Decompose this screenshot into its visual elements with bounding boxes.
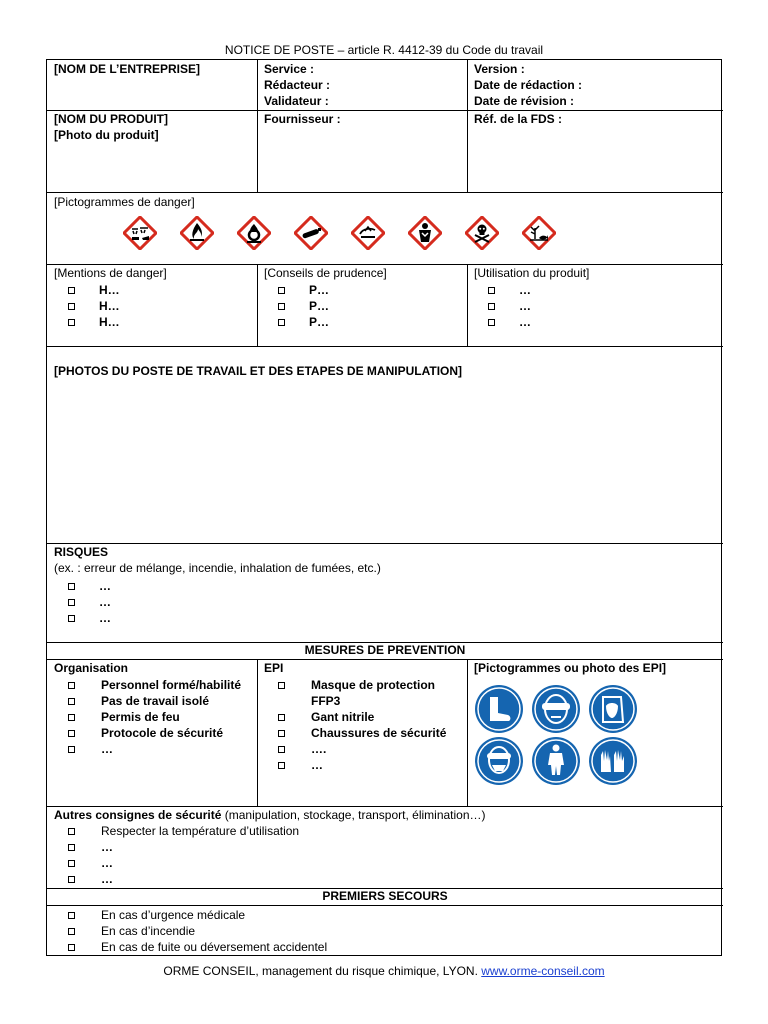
pictograms-label: [Pictogrammes de danger] [54,195,195,209]
fournisseur-label: Fournisseur : [264,112,341,126]
corrosive-icon [123,216,157,250]
footer-link[interactable]: www.orme-conseil.com [481,964,605,978]
autres-label-rest: (manipulation, stockage, transport, élimination…) [221,808,486,822]
conseils-label: [Conseils de prudence] [264,266,387,280]
skull-icon [465,216,499,250]
notice-form: [NOM DE L’ENTREPRISE] Service : Rédacteur : Validateur : Version : Date de rédaction : Date de révision : [NOM DU PRODUIT] [Photo du produit] Fournisseur : Réf. de la FDS : [Pictogrammes de danger] [Mentions de danger] H… H… H… [Conseils de prudence] P… P… P… [Utilisation du produit] … … … [PHOTOS DU POSTE DE TRAVAIL ET DES ETAPES DE MANIPULATION] RISQUES (ex. : erreur de mélange, incendie, inhalation de fumées, etc.) … … … MESURES DE PREVENTION Organisation Personnel formé/habilité Pas de travail isolé Permis de feu Protocole de sécurité … EPI Masque de protection FFP3 Gant nitrile Chaussures de sécurité …. … [Pictogrammes ou photo des EPI] Autres consignes de sécurité (manipulation, stockage, transport, élimination…) Respecter la température d’utilisation … … … PREMIERS SECOURS En cas d’urgence médicale En cas d’incendie En cas de fuite ou déversement accidentel [46,59,722,956]
epi-pictos-label: [Pictogrammes ou photo des EPI] [474,661,667,675]
list-item: …. [311,742,327,756]
list-item: Chaussures de sécurité [311,726,447,740]
face-shield-icon [588,684,638,734]
oxidizing-icon [237,216,271,250]
column-divider [467,659,468,806]
validateur-label: Validateur : [264,94,329,108]
exclamation-icon [351,216,385,250]
product-name: [NOM DU PRODUIT] [54,112,168,126]
footer [0,964,768,978]
safety-boots-icon [474,684,524,734]
utilisation-label: [Utilisation du produit] [474,266,590,280]
footer-text: ORME CONSEIL, management du risque chimique, LYON. [163,964,482,978]
photos-section-label: [PHOTOS DU POSTE DE TRAVAIL ET DES ETAPES DE MANIPULATION] [54,364,463,378]
flammable-icon [180,216,214,250]
risques-example: (ex. : erreur de mélange, incendie, inhalation de fumées, etc.) [54,561,381,575]
protective-gloves-icon [588,736,638,786]
gas-cylinder-icon [294,216,328,250]
row-divider [47,346,723,347]
column-divider [257,264,258,346]
secours-header: PREMIERS SECOURS [322,889,448,903]
column-divider [467,264,468,346]
redacteur-label: Rédacteur : [264,78,331,92]
list-item: Gant nitrile [311,710,375,724]
environment-icon [522,216,556,250]
protective-suit-icon [531,736,581,786]
date-redaction-label: Date de rédaction : [474,78,583,92]
service-label: Service : [264,62,315,76]
safety-goggles-icon [531,684,581,734]
list-item: Masque de protection FFP3 [311,678,436,708]
column-divider [467,60,468,192]
health-hazard-icon [408,216,442,250]
date-revision-label: Date de révision : [474,94,575,108]
respirator-mask-icon [474,736,524,786]
organisation-label: Organisation [54,661,129,675]
mentions-label: [Mentions de danger] [54,266,167,280]
prevention-header: MESURES DE PREVENTION [304,643,466,657]
row-divider [47,543,723,544]
product-photo-label: [Photo du produit] [54,128,159,142]
column-divider [257,659,258,806]
autres-label [54,807,486,823]
list-item: … [311,758,323,772]
column-divider [257,60,258,192]
document-title: NOTICE DE POSTE – article R. 4412-39 du Code du travail [224,43,544,57]
version-label: Version : [474,62,525,76]
risques-label: RISQUES [54,545,109,559]
row-divider [47,192,723,193]
row-divider [47,905,723,906]
epi-label: EPI [264,661,284,675]
autres-label-bold: Autres consignes de sécurité [54,808,222,822]
company-name: [NOM DE L’ENTREPRISE] [54,62,201,76]
ref-fds-label: Réf. de la FDS : [474,112,563,126]
